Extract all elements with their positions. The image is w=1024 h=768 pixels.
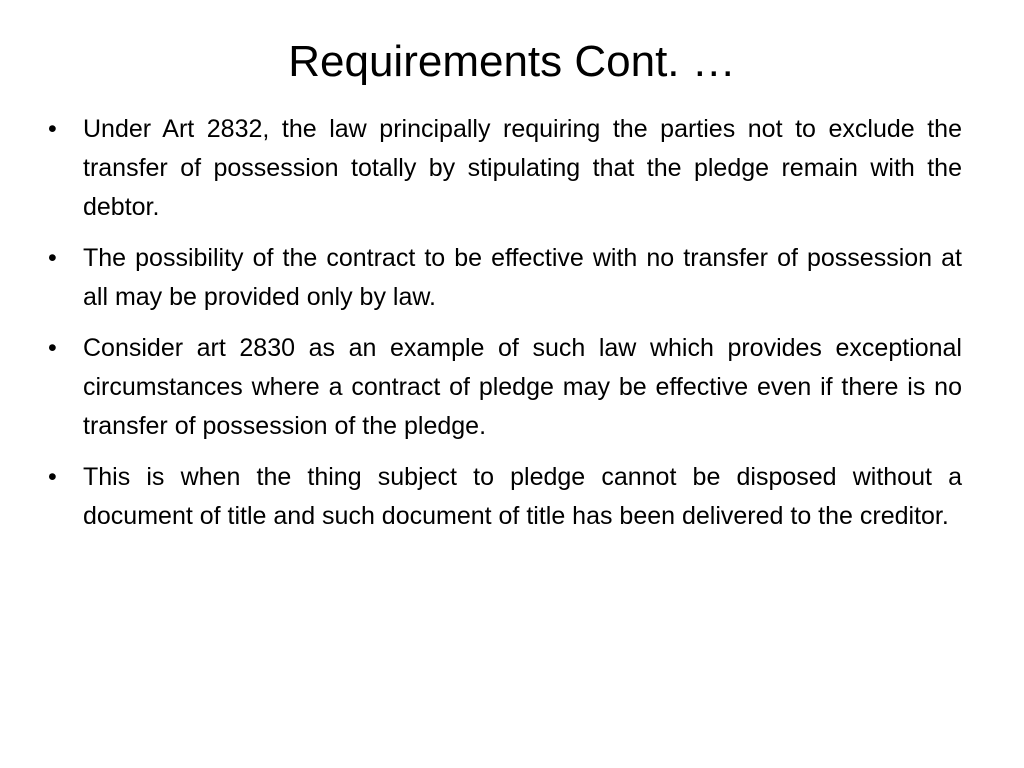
- bullet-item: [48, 458, 962, 536]
- bullet-icon: •: [48, 463, 57, 491]
- bullet-text: Under Art 2832, the law principally requiring the parties not to exclude the transfer of possession totally by stipulating that the pledge remain with the debtor.: [83, 115, 962, 221]
- bullet-icon: •: [48, 334, 57, 362]
- bullet-item: [48, 239, 962, 317]
- bullet-text: The possibility of the contract to be effective with no transfer of possession at all may be provided only by law.: [83, 244, 962, 311]
- slide-title: Requirements Cont. …: [288, 37, 736, 86]
- bullet-list: [48, 110, 962, 548]
- bullet-text: This is when the thing subject to pledge cannot be disposed without a document of title and such document of title has been delivered to the creditor.: [83, 463, 962, 530]
- bullet-item: [48, 110, 962, 227]
- bullet-text: Consider art 2830 as an example of such law which provides exceptional circumstances where a contract of pledge may be effective even if there is no transfer of possession of the pledge.: [83, 334, 962, 440]
- bullet-icon: •: [48, 244, 57, 272]
- bullet-icon: •: [48, 115, 57, 143]
- bullet-item: [48, 329, 962, 446]
